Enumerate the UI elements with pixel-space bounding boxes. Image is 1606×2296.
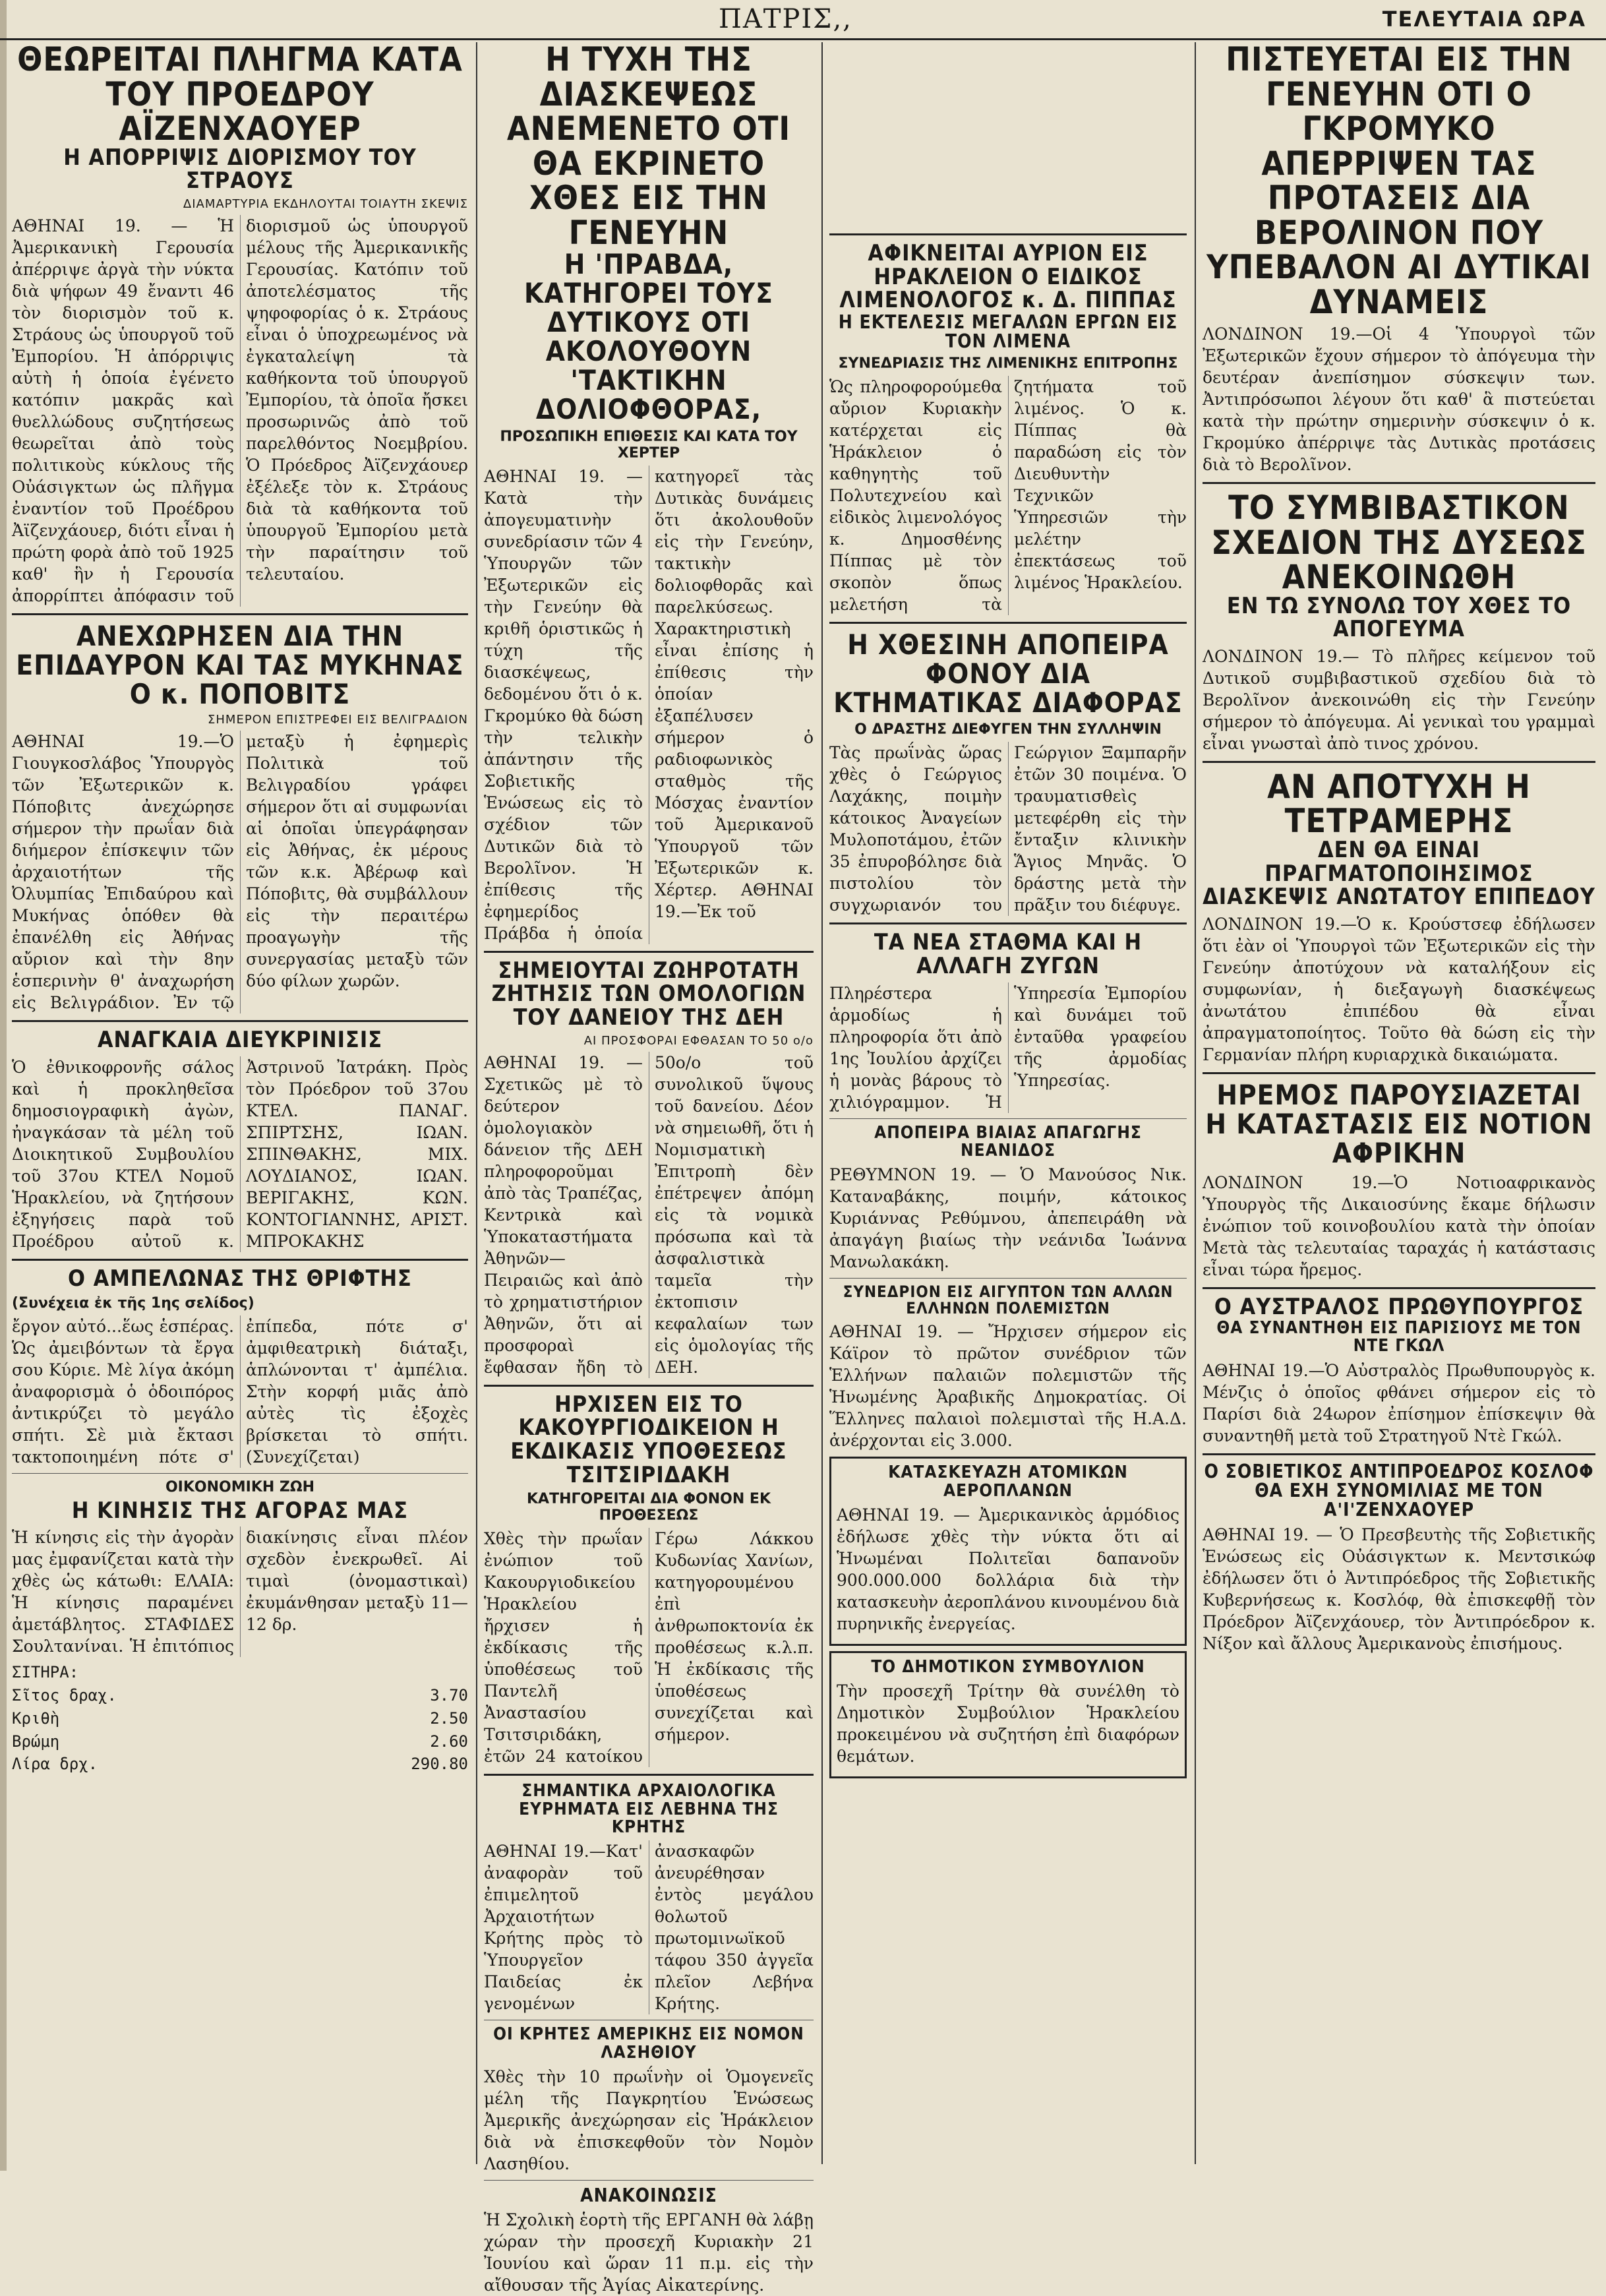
column-rule <box>1195 42 1196 2164</box>
subheadline: ΑΙ ΠΡΟΣΦΟΡΑΙ ΕΦΘΑΣΑΝ ΤΟ 50 ο/ο <box>583 1033 814 1048</box>
article-body: Ὡς πληροφορούμεθα αὔριον Κυριακὴν κατέρχεται εἰς Ἡράκλειον ὁ καθηγητὴς τοῦ Πολυτεχνείου καὶ εἰδικὸς λιμενολόγος κ. Δημοσθένης Πίππας μὲ τὸν σκοπὸν ὅπως μελετήση τὰ ζητήματα τοῦ λιμένος. Ὁ κ. Πίππας θὰ παραδώση εἰς τὸν Διευθυντὴν Τεχνικῶν Ὑπηρεσιῶν τὴν μελέτην ἐπεκτάσεως τοῦ λιμένος Ἡρακλείου. <box>829 377 1187 614</box>
headline: ΗΡΕΜΟΣ ΠΑΡΟΥΣΙΑΖΕΤΑΙ Η ΚΑΤΑΣΤΑΣΙΣ ΕΙΣ ΝΟΤΙΟΝ ΑΦΡΙΚΗΝ <box>1205 1078 1593 1170</box>
headline: Ο ΣΟΒΙΕΤΙΚΟΣ ΑΝΤΙΠΡΟΕΔΡΟΣ ΚΟΣΛΟΦ ΘΑ ΕΧΗ ΣΥΝΟΜΙΛΙΑΣ ΜΕ ΤΟΝ Α'Ι'ΖΕΝΧΑΟΥΕΡ <box>1204 1460 1594 1521</box>
column-rule <box>476 42 477 2164</box>
column-3 <box>829 42 1187 2164</box>
masthead <box>0 0 1606 40</box>
headline: ΑΦΙΚΝΕΙΤΑΙ ΑΥΡΙΟΝ ΕΙΣ ΗΡΑΚΛΕΙΟΝ Ο ΕΙΔΙΚΟΣ ΛΙΜΕΝΟΛΟΓΟΣ κ. Δ. ΠΙΠΠΑΣ <box>839 240 1177 314</box>
section-label: ΤΕΛΕΥΤΑΙΑ ΩΡΑ <box>1382 7 1586 32</box>
article-body: ΑΘΗΝΑΙ 19. — Ἀμερικανικὸς ἁρμόδιος ἐδήλωσε χθὲς τὴν νύκτα ὅτι αἱ Ἡνωμέναι Πολιτεῖαι δαπανοῦν 900.000.000 δολλάρια διὰ τὴν κατασκευὴν ἀεροπλάνου κινουμένου διὰ πυρηνικῆς ἐνεργείας. <box>837 1505 1179 1634</box>
divider <box>1203 1453 1595 1455</box>
article-body: ΑΘΗΝΑΙ 19. —Κατὰ τὴν ἀπογευματινὴν συνεδρίασιν τῶν 4 Ὑπουργῶν τῶν Ἐξωτερικῶν εἰς τὴν Γενεύην θὰ κριθῆ ὁριστικῶς ἡ τύχη τῆς διασκέψεως, δεδομένου ὅτι ὁ κ. Γκρομύκο θὰ δώση τὴν τελικὴν ἀπάντησιν τῆς Σοβιετικῆς Ἑνώσεως εἰς τὸ σχέδιον τῶν Δυτικῶν διὰ τὸ Βερολῖνον. Ἡ ἐπίθεσις τῆς ἐφημερίδος Πράβδα ἡ ὁποία κατηγορεῖ τὰς Δυτικὰς δυνάμεις ὅτι ἀκολουθοῦν εἰς τὴν Γενεύην, τακτικὴν δολιοφθορᾶς καὶ παρελκύσεως. Χαρακτηριστικὴ εἶναι ἐπίσης ἡ ἐπίθεσις τὴν ὁποίαν ἐξαπέλυσεν σήμερον ὁ ραδιοφωνικὸς σταθμὸς τῆς Μόσχας ἐναντίον τοῦ Ἀμερικανοῦ Ὑπουργοῦ τῶν Ἐξωτερικῶν κ. Χέρτερ. ΑΘΗΝΑΙ 19.—Ἐκ τοῦ <box>484 466 814 943</box>
divider <box>1203 1287 1595 1289</box>
masthead-title: ΠΑΤΡΙΣ,, <box>719 4 852 34</box>
price-name: Βρώμη <box>12 1732 60 1751</box>
price-name: Λίρα δρχ. <box>12 1755 98 1774</box>
divider <box>1203 482 1595 484</box>
article-body: ΛΟΝΔΙΝΟΝ 19.— Τὸ πλῆρες κείμενον τοῦ Δυτικοῦ συμβιβαστικοῦ σχεδίου διὰ τὸ Βερολῖνον ἀνεκοινώθη εἰς τὴν Γενεύην σήμερον τὸ ἀπόγευμα. Αἱ γενικαὶ του γραμμαὶ εἶναι γνωσταὶ ἀπὸ τινος χρόνου. <box>1203 646 1595 753</box>
headline: Η ΤΥΧΗ ΤΗΣ ΔΙΑΣΚΕΨΕΩΣ ΑΝΕΜΕΝΕΤΟ ΟΤΙ ΘΑ ΕΚΡΙΝΕΤΟ ΧΘΕΣ ΕΙΣ ΤΗΝ ΓΕΝΕΥΗΝ <box>506 40 791 252</box>
price-table-title: ΣΙΤΗΡΑ: <box>12 1663 79 1682</box>
article-body: Πληρέστερα ἁρμοδίως ἡ πληροφορία ὅτι ἀπὸ 1ης Ἰουλίου ἀρχίζει ἡ μονὰς βάρους τὸ χιλιόγραμμον. Ἡ Ὑπηρεσία Ἐμπορίου καὶ δυνάμει τοῦ ἐνταῦθα γραφείου τῆς ἀρμοδίας Ὑπηρεσίας. <box>829 983 1187 1112</box>
divider <box>829 922 1187 924</box>
article-body: ΛΟΝΔΙΝΟΝ 19.—Ὁ κ. Κρούστσεφ ἐδήλωσεν ὅτι ἐὰν οἱ Ὑπουργοὶ τῶν Ἐξωτερικῶν εἰς τὴν Γενεύην ἀποτύχουν νὰ καταλήξουν εἰς συμφωνίαν, ἡ διεξαγωγὴ διασκέψεως ἀνωτάτου ἐπιπέδου θὰ εἶναι ἀπραγματοποίητος. Τοῦτο θὰ δώση εἰς τὴν Γερμανίαν πλήρη κυριαρχικὰ δικαιώματα. <box>1203 914 1595 1064</box>
divider <box>12 1473 468 1474</box>
price-value: 2.50 <box>430 1708 468 1728</box>
headline-secondary: Η ΕΚΤΕΛΕΣΙΣ ΜΕΓΑΛΩΝ ΕΡΓΩΝ ΕΙΣ ΤΟΝ ΛΙΜΕΝΑ <box>838 311 1178 353</box>
headline: ΠΙΣΤΕΥΕΤΑΙ ΕΙΣ ΤΗΝ ΓΕΝΕΥΗΝ ΟΤΙ Ο ΓΚΡΟΜΥΚΟ ΑΠΕΡΡΙΨΕΝ ΤΑΣ ΠΡΟΤΑΣΕΙΣ ΔΙΑ ΒΕΡΟΛΙΝΟΝ ΠΟΥ ΥΠΕΒΑΛΟΝ ΑΙ ΔΥΤΙΚΑΙ ΔΥΝΑΜΕΙΣ <box>1206 40 1591 321</box>
headline: Η ΚΙΝΗΣΙΣ ΤΗΣ ΑΓΟΡΑΣ ΜΑΣ <box>71 1497 409 1524</box>
divider <box>12 613 468 615</box>
headline: ΑΝΕΧΩΡΗΣΕΝ ΔΙΑ ΤΗΝ ΕΠΙΔΑΥΡΟΝ ΚΑΙ ΤΑΣ ΜΥΚΗΝΑΣ Ο κ. ΠΟΠΟΒΙΤΣ <box>16 619 464 711</box>
subheadline: ΣΥΝΕΔΡΙΑΣΙΣ ΤΗΣ ΛΙΜΕΝΙΚΗΣ ΕΠΙΤΡΟΠΗΣ <box>838 355 1178 372</box>
article-body: ΑΘΗΝΑΙ 19. — Ὁ Πρεσβευτὴς τῆς Σοβιετικῆς Ἑνώσεως εἰς Οὐάσιγκτων κ. Μεντσικώφ ἐδήλωσεν ὅτι ὁ Ἀντιπρόεδρος τῆς Σοβιετικῆς Κυβερνήσεως κ. Κοσλόφ, θὰ ἐπισκεφθῇ τὸν Πρόεδρον Ἀϊζενχάουερ, τὸν Ἀντιπρόεδρον κ. Νίξον καὶ ἄλλους Ἀμερικανοὺς ἐπισήμους. <box>1203 1525 1595 1653</box>
article-body: ΑΘΗΝΑΙ 19.—Ὁ Γιουγκοσλάβος Ὑπουργὸς τῶν Ἐξωτερικῶν κ. Πόποβιτς ἀνεχώρησε σήμερον τὴν πρωΐαν διὰ διήμερον ἐπίσκεψιν τῶν ἀρχαιοτήτων τῆς Ὀλυμπίας Ἐπιδαύρου καὶ Μυκήνας ὁπόθεν θὰ ἐπανέλθη εἰς Ἀθήνας αὔριον καὶ τὴν 8ην ἑσπερινὴν θ' ἀναχωρήση εἰς Βελιγράδιον. Ἐν τῷ μεταξὺ ἡ ἐφημερὶς Πολιτικὰ τοῦ Βελιγραδίου γράφει σήμερον ὅτι αἱ συμφωνίαι αἱ ὁποῖαι ὑπεγράφησαν εἰς Ἀθήνας, ἐκ μέρους τῶν κ.κ. Ἀβέρωφ καὶ Πόποβιτς, θὰ συμβάλλουν εἰς τὴν περαιτέρω προαγωγὴν τῆς συνεργασίας μεταξὺ τῶν δύο φίλων χωρῶν. <box>12 732 468 1013</box>
price-row <box>12 1753 468 1776</box>
divider <box>484 951 814 953</box>
article-body: ἔργον αὐτό...ἕως ἑσπέρας. Ὡς ἀμειβόντων τὰ ἔργα σου Κύριε. Μὲ λίγα ἀκόμη ἀναφορισμὰ ὁ ὁδοιπόρος ἀντικρύζει τὸ μεγάλο σπήτι. Σὲ μιὰ ἔκτασι τακτοποιημένη πότε σ' ἐπίπεδα, πότε σ' ἀμφιθεατρικὴ διάταξι, ἁπλώνονται τ' ἀμπέλια. Στὴν κορφή μιᾶς ἀπὸ αὐτὲς τὶς ἐξοχὲς βρίσκεται τὸ σπήτι. (Συνεχίζεται) <box>12 1316 468 1466</box>
headline: ΑΝ ΑΠΟΤΥΧΗ Η ΤΕΤΡΑΜΕΡΗΣ <box>1267 767 1531 841</box>
column-1 <box>12 42 468 2164</box>
headline-secondary: ΕΝ ΤΩ ΣΥΝΟΛΩ ΤΟΥ ΧΘΕΣ ΤΟ ΑΠΟΓΕΥΜΑ <box>1226 592 1572 643</box>
section-kicker: ΟΙΚΟΝΟΜΙΚΗ ΖΩΗ <box>165 1478 314 1495</box>
headline: ΚΑΤΑΣΚΕΥΑΖΗ ΑΤΟΜΙΚΩΝ ΑΕΡΟΠΛΑΝΩΝ <box>888 1463 1128 1501</box>
divider <box>829 1118 1187 1119</box>
article-body: ΡΕΘΥΜΝΟΝ 19. — Ὁ Μανούσος Νικ. Καταναβάκης, ποιμήν, κάτοικος Κυριάννας Ρεθύμνου, ἀπεπειράθη νὰ ἀπαγάγη βιαίως τὴν νεάνιδα Ἰωάννα Μανωλακάκη. <box>829 1165 1187 1272</box>
article-body: Χθὲς τὴν πρωΐαν ἐνώπιον τοῦ Κακουργιοδικείου Ἡρακλείου ἤρχισεν ἡ ἐκδίκασις τῆς ὑποθέσεως τοῦ Παντελῆ Ἀναστασίου Τσιτσιριδάκη, ἐτῶν 24 κατοίκου Γέρω Λάκκου Κυδωνίας Χανίων, κατηγορουμένου ἐπὶ ἀνθρωποκτονία ἐκ προθέσεως κ.λ.π. Ἡ ἐκδίκασις τῆς ὑποθέσεως συνεχίζεται καὶ σήμερον. <box>484 1529 814 1767</box>
continued-space <box>829 42 1187 227</box>
divider <box>829 622 1187 624</box>
subheadline: ΠΡΟΣΩΠΙΚΗ ΕΠΙΘΕΣΙΣ ΚΑΙ ΚΑΤΑ ΤΟΥ ΧΕΡΤΕΡ <box>500 428 798 462</box>
divider <box>829 233 1187 235</box>
headline: ΑΝΑΓΚΑΙΑ ΔΙΕΥΚΡΙΝΙΣΙΣ <box>97 1027 383 1054</box>
headline-secondary: Η 'ΠΡΑΒΔΑ, ΚΑΤΗΓΟΡΕΙ ΤΟΥΣ ΔΥΤΙΚΟΥΣ ΟΤΙ ΑΚΟΛΟΥΘΟΥΝ 'ΤΑΚΤΙΚΗΝ ΔΟΛΙΟΦΘΟΡΑΣ, <box>524 248 773 426</box>
column-4 <box>1203 42 1595 2164</box>
subheadline: ΚΑΤΗΓΟΡΕΙΤΑΙ ΔΙΑ ΦΟΝΟΝ ΕΚ ΠΡΟΘΕΣΕΩΣ <box>527 1491 771 1525</box>
divider <box>1203 761 1595 763</box>
article-body: Ὁ ἐθνικοφρονῆς σάλος καὶ ἡ προκληθεῖσα δημοσιογραφικὴ ἀγὼν, ἠναγκάσαν τὰ μέλη τοῦ Διοικητικοῦ Συμβουλίου τοῦ 37ου ΚΤΕΛ Νομοῦ Ἡρακλείου, νὰ ζητήσουν ἐξηγήσεις παρὰ τοῦ Προέδρου αὐτοῦ κ. Ἀστρινοῦ Ἰατράκη. Πρὸς τὸν Πρόεδρον τοῦ 37ου ΚΤΕΛ. ΠΑΝΑΓ. ΣΠΙΡΤΣΗΣ, ΙΩΑΝ. ΣΠΙΝΘΑΚΗΣ, ΜΙΧ. ΛΟΥΔΙΑΝΟΣ, ΙΩΑΝ. ΒΕΡΙΓΑΚΗΣ, ΚΩΝ. ΚΟΝΤΟΓΙΑΝΝΗΣ, ΑΡΙΣΤ. ΜΠΡΟΚΑΚΗΣ <box>12 1057 468 1251</box>
price-name: Κριθὴ <box>12 1708 60 1728</box>
article-body: ΑΘΗΝΑΙ 19.—Ὁ Αὐστραλὸς Πρωθυπουργὸς κ. Μένζις ὁ ὁποῖος φθάνει σήμερον εἰς τὸ Παρίσι διὰ 24ωρον ἐπίσημον ἐπίσκεψιν θὰ συναντηθῆ μετὰ τοῦ Στρατηγοῦ Ντὲ Γκώλ. <box>1203 1360 1595 1445</box>
divider <box>12 1259 468 1261</box>
subheadline: Ο ΔΡΑΣΤΗΣ ΔΙΕΦΥΓΕΝ ΤΗΝ ΣΥΛΛΗΨΙΝ <box>854 721 1162 739</box>
headline: ΑΝΑΚΟΙΝΩΣΙΣ <box>580 2184 717 2206</box>
divider <box>829 1278 1187 1279</box>
headline: Η ΧΘΕΣΙΝΗ ΑΠΟΠΕΙΡΑ ΦΟΝΟΥ ΔΙΑ ΚΤΗΜΑΤΙΚΑΣ ΔΙΑΦΟΡΑΣ <box>833 628 1183 719</box>
headline: ΣΗΜΑΝΤΙΚΑ ΑΡΧΑΙΟΛΟΓΙΚΑ ΕΥΡΗΜΑΤΑ ΕΙΣ ΛΕΒΗΝΑ ΤΗΣ ΚΡΗΤΗΣ <box>519 1781 779 1837</box>
boxed-article <box>829 1457 1187 1646</box>
price-value: 2.60 <box>430 1732 468 1751</box>
divider <box>484 2180 814 2181</box>
column-rule <box>821 42 823 2164</box>
article-body: ΑΘΗΝΑΙ 19.—Κατ' ἀναφορὰν τοῦ ἐπιμελητοῦ Ἀρχαιοτήτων Κρήτης πρὸς τὸ Ὑπουργεῖον Παιδείας ἐκ γενομένων ἀνασκαφῶν ἀνευρέθησαν ἐντὸς μεγάλου θολωτοῦ πρωτομινωϊκοῦ τάφου 350 ἀγγεῖα πλεῖον Λεβήνα Κρήτης. <box>484 1842 814 2014</box>
headline: ΤΟ ΣΥΜΒΙΒΑΣΤΙΚΟΝ ΣΧΕΔΙΟΝ ΤΗΣ ΔΥΣΕΩΣ ΑΝΕΚΟΙΝΩΘΗ <box>1211 489 1587 596</box>
article-body: ΑΘΗΝΑΙ 19. — Σχετικῶς μὲ τὸ δεύτερον ὁμολογιακὸν δάνειον τῆς ΔΕΗ πληροφοροῦμαι ἀπὸ τὰς Τραπέζας, Κεντρικὰ καὶ Ὑποκαταστήματα Ἀθηνῶν—Πειραιῶς καὶ ἀπὸ τὸ χρηματιστήριον Ἀθηνῶν, ὅτι αἱ προσφοραὶ ἔφθασαν ἤδη τὸ 50ο/ο τοῦ συνολικοῦ ὕψους τοῦ δανείου. Δέον νὰ σημειωθῆ, ὅτι ἡ Νομισματικὴ Ἐπιτροπὴ δὲν ἐπέτρεψεν ἀπόμη εἰς τὰ νομικὰ πρόσωπα καὶ τὰ ἀσφαλιστικὰ ταμεῖα τὴν ἐκτοπισιν κεφαλαίων των εἰς ὁμολογίας τῆς ΔΕΗ. <box>484 1052 814 1377</box>
price-row <box>12 1707 468 1730</box>
article-body: ΛΟΝΔΙΝΟΝ 19.—Ὁ Νοτιοαφρικανὸς Ὑπουργὸς τῆς Δικαιοσύνης ἔκαμε δήλωσιν ἐνώπιον τοῦ κοινοβουλίου κατὰ τὴν ὁποίαν Μετὰ τὰς τελευταίας ταραχάς ἡ κατάστασις εἶναι τώρα ἤρεμος. <box>1203 1173 1595 1280</box>
continuation-note: (Συνέχεια ἐκ τῆς 1ης σελίδος) <box>12 1294 254 1312</box>
price-value: 3.70 <box>430 1686 468 1705</box>
headline-secondary: ΘΑ ΣΥΝΑΝΤΗΘΗ ΕΙΣ ΠΑΡΙΣΙΟΥΣ ΜΕ ΤΟΝ ΝΤΕ ΓΚΩΛ <box>1216 1317 1582 1356</box>
subheadline: ΔΙΑΜΑΡΤΥΡΙΑ ΕΚΔΗΛΟΥΤΑΙ ΤΟΙΑΥΤΗ ΣΚΕΨΙΣ <box>183 196 468 211</box>
column-2 <box>484 40 814 2295</box>
headline: Ο ΑΜΠΕΛΩΝΑΣ ΤΗΣ ΘΡΙΦΤΗΣ <box>68 1265 412 1292</box>
article-body: Ἡ Σχολικὴ ἑορτὴ τῆς ΕΡΓΑΝΗ θὰ λάβῃ χώραν τὴν προσεχῆ Κυριακὴν 21 Ἰουνίου καὶ ὥραν 11 π.μ. εἰς τὴν αἴθουσαν τῆς Ἁγίας Αἰκατερίνης. <box>484 2210 814 2295</box>
boxed-article <box>829 1651 1187 1778</box>
price-table <box>12 1661 468 1776</box>
headline-secondary: ΔΕΝ ΘΑ ΕΙΝΑΙ ΠΡΑΓΜΑΤΟΠΟΙΗΣΙΜΟΣ ΔΙΑΣΚΕΨΙΣ ΑΝΩΤΑΤΟΥ ΕΠΙΠΕΔΟΥ <box>1203 836 1595 911</box>
headline: ΤΟ ΔΗΜΟΤΙΚΟΝ ΣΥΜΒΟΥΛΙΟΝ <box>871 1657 1145 1677</box>
price-value: 290.80 <box>411 1755 468 1774</box>
headline: Ο ΑΥΣΤΡΑΛΟΣ ΠΡΩΘΥΠΟΥΡΓΟΣ <box>1214 1294 1584 1321</box>
headline: ΘΕΩΡΕΙΤΑΙ ΠΛΗΓΜΑ ΚΑΤΑ ΤΟΥ ΠΡΟΕΔΡΟΥ ΑΪΖΕΝΧΑΟΥΕΡ <box>17 40 463 148</box>
headline: ΗΡΧΙΣΕΝ ΕΙΣ ΤΟ ΚΑΚΟΥΡΓΙΟΔΙΚΕΙΟΝ Η ΕΚΔΙΚΑΣΙΣ ΥΠΟΘΕΣΕΩΣ ΤΣΙΤΣΙΡΙΔΑΚΗ <box>510 1391 787 1488</box>
article-body: ΑΘΗΝΑΙ 19. — Ἡ Ἀμερικανικὴ Γερουσία ἀπέρριψε ἀργὰ τὴν νύκτα διὰ ψήφων 49 ἔναντι 46 τὸν διορισμὸν τοῦ κ. Στράους ὡς ὑπουργοῦ τοῦ Ἐμπορίου. Ἡ ἀπόρριψις αὐτὴ ἡ ὁποία ἐγένετο κατόπιν μακρᾶς καὶ θυελλώδους συζητήσεως θεωρεῖται ἀπὸ τοὺς πολιτικοὺς κύκλους τῆς Οὐάσιγκτων ὡς πλῆγμα ἐναντίον τοῦ Προέδρου Ἀϊζενχάουερ, διότι εἶναι ἡ πρώτη φορὰ ἀπὸ τοῦ 1925 καθ' ἣν ἡ Γερουσία ἀπορρίπτει ἀπόφασιν τοῦ διορισμοῦ ὡς ὑπουργοῦ μέλους τῆς Ἀμερικανικῆς Γερουσίας. Κατόπιν τοῦ ἀποτελέσματος τῆς ψηφοφορίας ὁ κ. Στράους εἶναι ὁ ὑποχρεωμένος νὰ ἐγκαταλείψη τὰ καθήκοντα τοῦ ὑπουργοῦ Ἐμπορίου, τὰ ὁποῖα ἤσκει προσωρινῶς ἀπὸ τοῦ παρελθόντος Νοεμβρίου. Ὁ Πρόεδρος Ἀϊζενχάουερ ἐξέλεξε τὸν κ. Στράους διὰ τὰ καθήκοντα τοῦ ὑπουργοῦ Ἐμπορίου μετὰ τὴν παραίτησιν τοῦ τελευταίου. <box>12 216 468 605</box>
headline: ΤΑ ΝΕΑ ΣΤΑΘΜΑ ΚΑΙ Η ΑΛΛΑΓΗ ΖΥΓΩΝ <box>874 929 1143 979</box>
binding-edge <box>0 0 7 2171</box>
headline: ΑΠΟΠΕΙΡΑ ΒΙΑΙΑΣ ΑΠΑΓΩΓΗΣ ΝΕΑΝΙΔΟΣ <box>874 1122 1142 1161</box>
price-row <box>12 1684 468 1707</box>
divider <box>484 1385 814 1387</box>
price-name: Σῖτος δραχ. <box>12 1686 117 1705</box>
price-row <box>12 1730 468 1753</box>
subheadline: ΣΗΜΕΡΟΝ ΕΠΙΣΤΡΕΦΕΙ ΕΙΣ ΒΕΛΙΓΡΑΔΙΟΝ <box>208 713 468 727</box>
headline: ΣΥΝΕΔΡΙΟΝ ΕΙΣ ΑΙΓΥΠΤΟΝ ΤΩΝ ΑΛΛΩΝ ΕΛΛΗΝΩΝ ΠΟΛΕΜΙΣΤΩΝ <box>843 1283 1174 1318</box>
article-body: Τὰς πρωΐνὰς ὥρας χθὲς ὁ Γεώργιος Λαχάκης, ποιμὴν κάτοικος Ἀναγείων Μυλοποτάμου, ἐτῶν 35 ἐπυροβόλησε διὰ πιστολίου τὸν συγχωριανόν του Γεώργιον Ξαμπαρῆν ἐτῶν 30 ποιμένα. Ὁ τραυματισθεὶς μετεφέρθη εἰς τὴν ἔνταξιν κλινικὴν Ἅγιος Μηνᾶς. Ὁ δράστης μετὰ τὴν πρᾶξιν του διέφυγε. <box>829 743 1187 915</box>
divider <box>12 1020 468 1022</box>
headline: ΣΗΜΕΙΟΥΤΑΙ ΖΩΗΡΟΤΑΤΗ ΖΗΤΗΣΙΣ ΤΩΝ ΟΜΟΛΟΓΙΩΝ ΤΟΥ ΔΑΝΕΙΟΥ ΤΗΣ ΔΕΗ <box>491 957 806 1031</box>
article-body: Χθὲς τὴν 10 πρωΐνὴν οἱ Ὁμογενεῖς μέλη τῆς Παγκρητίου Ἑνώσεως Ἀμερικῆς ἀνεχώρησαν εἰς Ἡράκλειον διὰ νὰ ἐπισκεφθοῦν τὸν Νομὸν Λασηθίου. <box>484 2067 814 2173</box>
headline-secondary: Η ΑΠΟΡΡΙΨΙΣ ΔΙΟΡΙΣΜΟΥ ΤΟΥ ΣΤΡΑΟΥΣ <box>63 144 417 195</box>
article-body: ΑΘΗΝΑΙ 19. — Ἤρχισεν σήμερον εἰς Κάϊρον τὸ πρῶτον συνέδριον τῶν Ἑλλήνων παλαιῶν πολεμιστῶν τῆς Ἡνωμένης Ἀραβικῆς Δημοκρατίας. Οἱ Ἕλληνες παλαιοὶ πολεμισταὶ τῆς Η.Α.Δ. ἀνέρχονται εἰς 3.000. <box>829 1322 1187 1451</box>
article-body: Ἡ κίνησις εἰς τὴν ἀγορὰν μας ἐμφανίζεται κατὰ τὴν χθὲς ὡς κάτωθι: ΕΛΑΙΑ: Ἡ κίνησις παραμένει ἀμετάβλητος. ΣΤΑΦΙΔΕΣ Σουλτανίναι. Ἡ ἐπιτόπιος διακίνησις εἶναι πλέον σχεδὸν ἐνεκρωθεῖ. Αἱ τιμαὶ (ὀνομαστικαὶ) ἐκυμάνθησαν μεταξὺ 11— 12 δρ. <box>12 1528 468 1656</box>
divider <box>1203 1072 1595 1074</box>
divider <box>484 1774 814 1776</box>
article-body: ΛΟΝΔΙΝΟΝ 19.—Οἱ 4 Ὑπουργοὶ τῶν Ἐξωτερικῶν ἔχουν σήμερον τὸ ἀπόγευμα τὴν δευτέραν ἀνεπίσημον σύσκεψιν των. Ἀντιπρόσωποι λέγουν ὅτι καθ' ἃ πιστεύεται κατὰ τὴν πρώτην σημερινὴν σύσκεψιν ὁ κ. Γκρομύκο ἀπέρριψε τὰς Δυτικὰς προτάσεις διὰ τὸ Βερολῖνον. <box>1203 324 1595 474</box>
headline: ΟΙ ΚΡΗΤΕΣ ΑΜΕΡΙΚΗΣ ΕΙΣ ΝΟΜΟΝ ΛΑΣΗΘΙΟΥ <box>493 2024 804 2063</box>
article-body: Τὴν προσεχῆ Τρίτην θὰ συνέλθη τὸ Δημοτικὸν Συμβούλιον Ἡρακλείου προκειμένου νὰ συζητήση ἐπὶ διαφόρων θεμάτων. <box>837 1681 1179 1767</box>
